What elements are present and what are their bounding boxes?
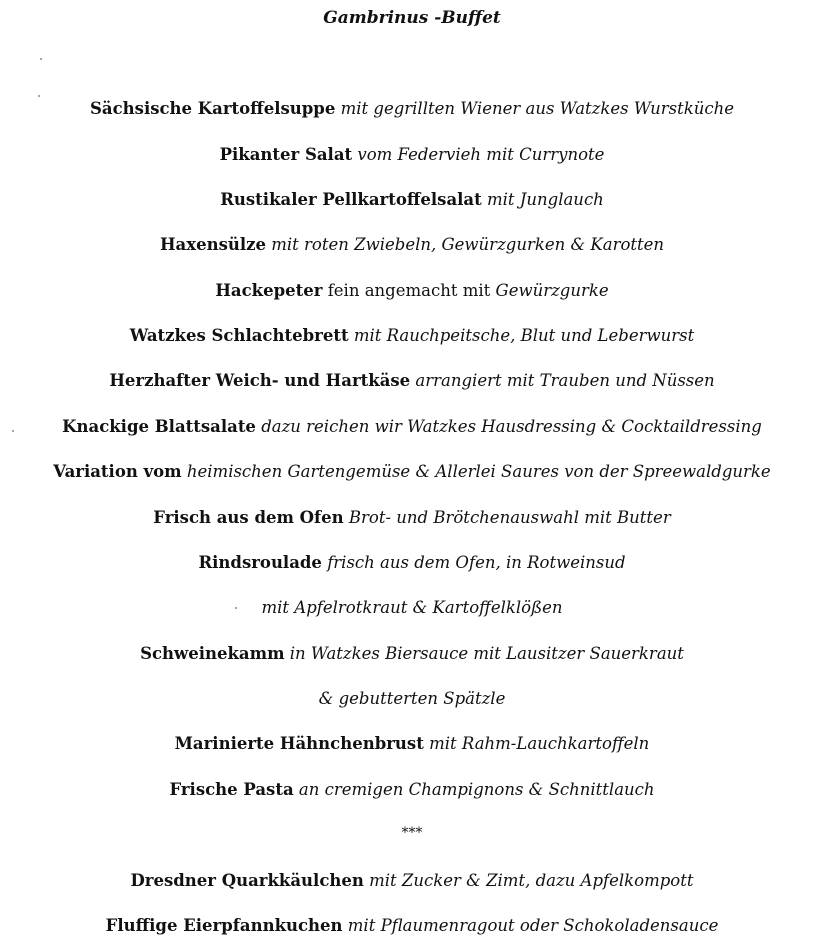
menu-item — [0, 189, 824, 211]
dish-description: an cremigen Champignons & Schnittlauch — [298, 780, 655, 799]
menu-item — [0, 234, 824, 256]
dish-description: mit Rauchpeitsche, Blut und Leberwurst — [353, 326, 695, 345]
dish-description: Brot- und Brötchenauswahl mit Butter — [348, 508, 671, 527]
menu-title: Gambrinus -Buffet — [323, 8, 501, 28]
dish-name: Rustikaler Pellkartoffelsalat — [220, 190, 482, 209]
dish-description: frisch aus dem Ofen, in Rotweinsud — [327, 553, 626, 572]
dish-name: Frische Pasta — [169, 780, 294, 799]
menu-item — [0, 416, 824, 438]
dish-description: mit Zucker & Zimt, dazu Apfelkompott — [369, 871, 694, 890]
dish-description: mit Pflaumenragout oder Schokoladensauce — [347, 916, 719, 935]
menu-item — [0, 733, 824, 755]
dish-description: in Watzkes Biersauce mit Lausitzer Sauerkraut — [289, 644, 684, 663]
dish-description: & gebutterten Spätzle — [318, 689, 506, 708]
menu-item — [0, 370, 824, 392]
dish-name: Dresdner Quarkkäulchen — [130, 871, 364, 890]
menu-item — [0, 552, 824, 574]
dish-name: Fluffige Eierpfannkuchen — [105, 916, 343, 935]
dish-name: Hackepeter — [215, 281, 323, 300]
dish-description: vom Federvieh mit Currynote — [357, 145, 605, 164]
dish-name: Schweinekamm — [140, 644, 285, 663]
dish-name: Watzkes Schlachtebrett — [129, 326, 349, 345]
menu-item — [0, 325, 824, 347]
menu-item — [0, 461, 824, 483]
dish-name: Herzhafter Weich- und Hartkäse — [109, 371, 411, 390]
menu-item — [0, 779, 824, 801]
dish-description: mit Rahm-Lauchkartoffeln — [429, 734, 650, 753]
menu-item — [0, 915, 824, 937]
dish-description: mit Junglauch — [486, 190, 604, 209]
dish-description: mit gegrillten Wiener aus Watzkes Wurstküche — [340, 99, 734, 118]
dish-name: Marinierte Hähnchenbrust — [174, 734, 424, 753]
dish-name: Sächsische Kartoffelsuppe — [90, 99, 336, 118]
dish-description: heimischen Gartengemüse & Allerlei Saures von der Spreewaldgurke — [186, 462, 771, 481]
dish-name: Haxensülze — [159, 235, 266, 254]
section-divider — [0, 822, 824, 844]
menu-item — [0, 144, 824, 166]
dish-name: Rindsroulade — [198, 553, 322, 572]
dish-name: Knackige Blattsalate — [62, 417, 256, 436]
scan-speck — [38, 95, 40, 97]
dish-description: mit Apfelrotkraut & Kartoffelklößen — [261, 598, 563, 617]
dish-description: mit roten Zwiebeln, Gewürzgurken & Karotten — [271, 235, 665, 254]
menu-item — [0, 280, 824, 302]
divider-stars: *** — [401, 825, 423, 841]
menu-item — [0, 643, 824, 665]
dish-name: Frisch aus dem Ofen — [153, 508, 344, 527]
dish-name: Variation vom — [53, 462, 182, 481]
menu-item — [0, 507, 824, 529]
scan-speck — [235, 607, 237, 609]
menu-item-continuation — [0, 597, 824, 619]
menu-item-continuation — [0, 688, 824, 710]
scan-speck — [40, 58, 42, 60]
menu-item — [0, 98, 824, 120]
dish-name: Pikanter Salat — [219, 145, 353, 164]
dish-description: dazu reichen wir Watzkes Hausdressing & Cocktaildressing — [261, 417, 762, 436]
scan-speck — [12, 430, 14, 432]
dish-description: Gewürzgurke — [495, 281, 609, 300]
dish-plain-text: fein angemacht mit — [327, 281, 491, 300]
menu-item — [0, 870, 824, 892]
dish-description: arrangiert mit Trauben und Nüssen — [415, 371, 715, 390]
